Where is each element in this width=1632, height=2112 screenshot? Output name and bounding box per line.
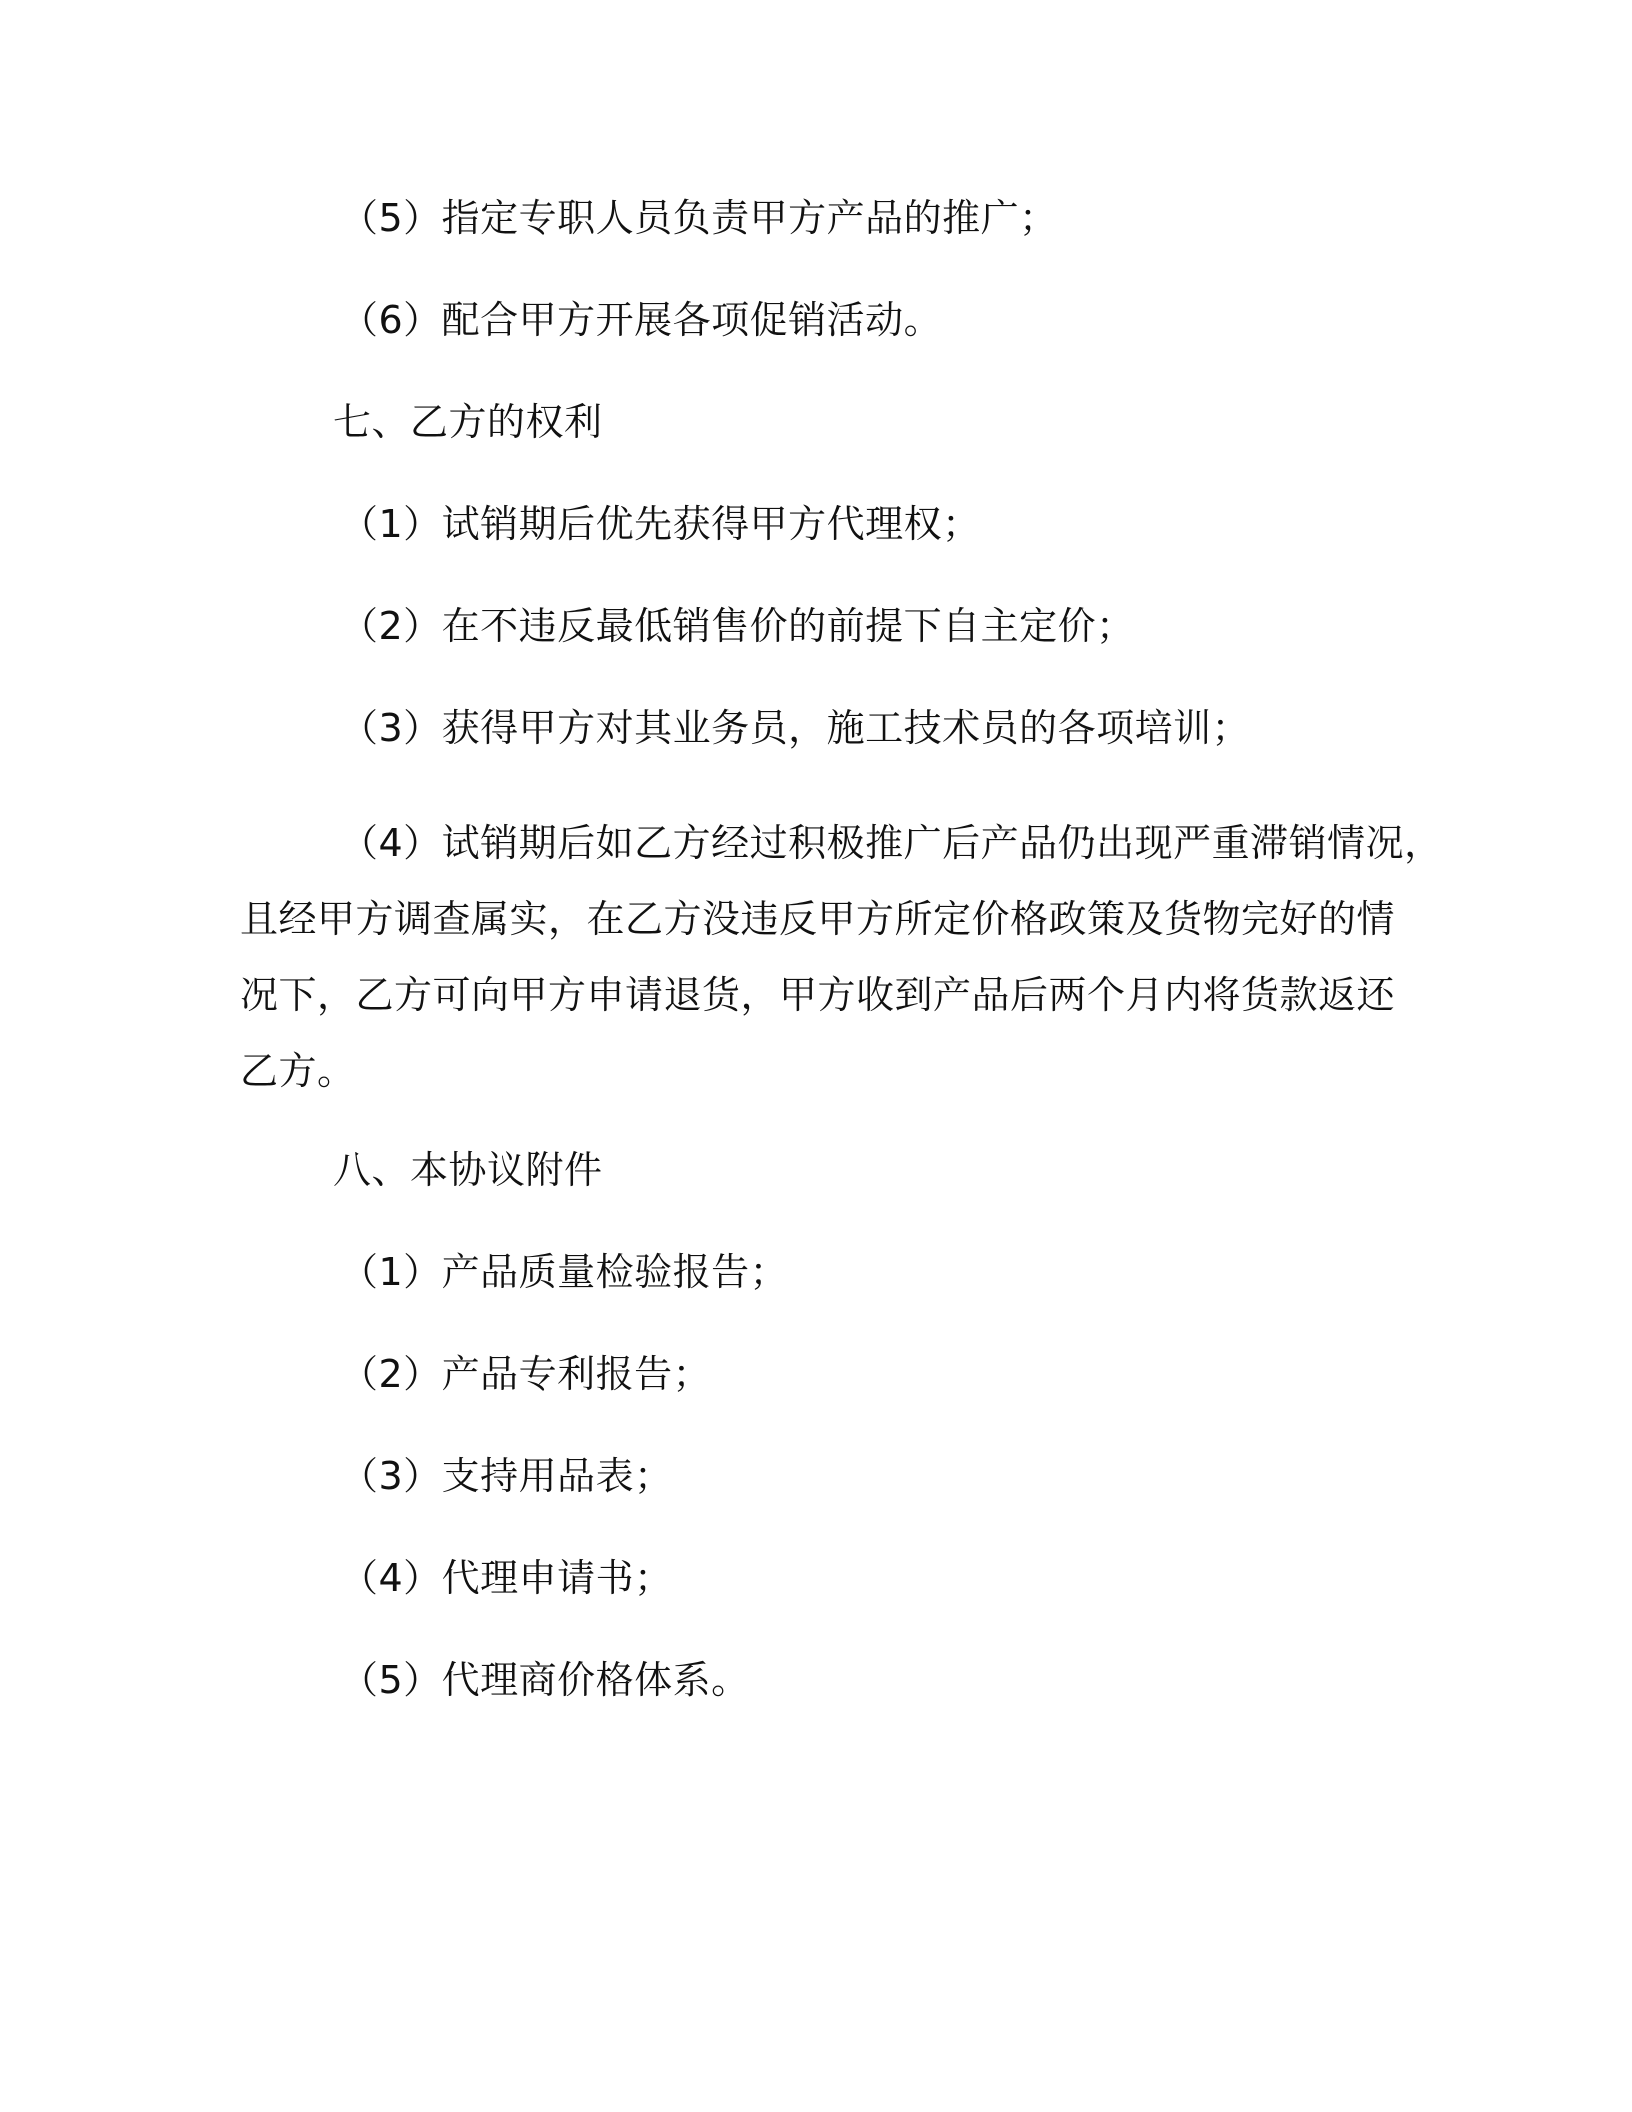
list-item-7-3: （3）获得甲方对其业务员，施工技术员的各项培训；	[340, 706, 1251, 750]
list-item-8-1: （1）产品质量检验报告；	[340, 1250, 789, 1294]
paragraph-line: 且经甲方调查属实，在乙方没违反甲方所定价格政策及货物完好的情	[240, 897, 1396, 941]
paragraph-line: 况下，乙方可向甲方申请退货，甲方收到产品后两个月内将货款返还	[240, 973, 1396, 1017]
list-item-6-6: （6）配合甲方开展各项促销活动。	[340, 298, 943, 342]
section-heading-8: 八、本协议附件	[333, 1148, 603, 1192]
list-item-8-5: （5）代理商价格体系。	[340, 1658, 750, 1702]
list-item-8-2: （2）产品专利报告；	[340, 1352, 712, 1396]
list-item-7-1: （1）试销期后优先获得甲方代理权；	[340, 502, 981, 546]
list-item-8-4: （4）代理申请书；	[340, 1556, 673, 1600]
list-item-8-3: （3）支持用品表；	[340, 1454, 673, 1498]
section-heading-7: 七、乙方的权利	[333, 400, 603, 444]
paragraph-line: 乙方。	[240, 1049, 356, 1093]
list-item-6-5: （5）指定专职人员负责甲方产品的推广；	[340, 196, 1058, 240]
list-item-7-2: （2）在不违反最低销售价的前提下自主定价；	[340, 604, 1135, 648]
paragraph-line: （4）试销期后如乙方经过积极推广后产品仍出现严重滞销情况，	[340, 821, 1443, 865]
